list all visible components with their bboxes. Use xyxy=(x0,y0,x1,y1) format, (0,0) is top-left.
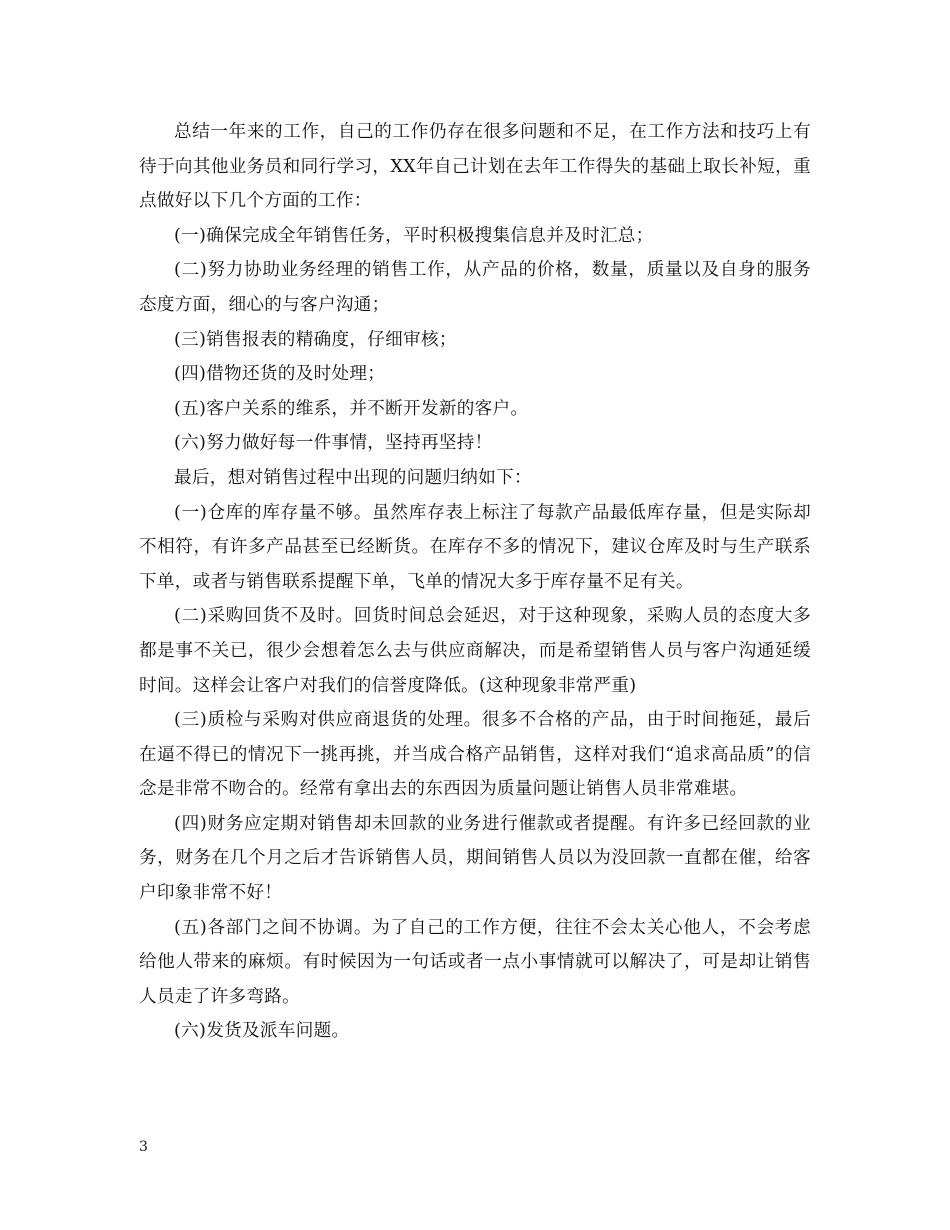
plan-item-1: (一)确保完成全年销售任务，平时积极搜集信息并及时汇总； xyxy=(174,225,654,246)
issue-item-6: (六)发货及派车问题。 xyxy=(174,1021,350,1042)
document-body xyxy=(139,115,811,1049)
issue-item-1: (一)仓库的库存量不够。虽然库存表上标注了每款产品最低库存量，但是实际却不相符，有许多产品甚至已经断货。在库存不多的情况下，建议仓库及时与生产联系下单，或者与销售联系提醒下单，飞单的情况大多于库存量不足有关。 xyxy=(139,502,811,592)
issue-item-3: (三)质检与采购对供应商退货的处理。很多不合格的产品，由于时间拖延，最后在逼不得已的情况下一挑再挑，并当成合格产品销售，这样对我们“追求高品质”的信念是非常不吻合的。经常有拿出去的东西因为质量问题让销售人员非常难堪。 xyxy=(139,710,811,800)
issue-item-4: (四)财务应定期对销售却未回款的业务进行催款或者提醒。有许多已经回款的业务，财务在几个月之后才告诉销售人员，期间销售人员以为没回款一直都在催，给客户印象非常不好！ xyxy=(139,813,811,904)
issue-item-5: (五)各部门之间不协调。为了自己的工作方便，往往不会太关心他人，不会考虑给他人带来的麻烦。有时候因为一句话或者一点小事情就可以解决了，可是却让销售人员走了许多弯路。 xyxy=(139,917,811,1007)
issue-item-2: (二)采购回货不及时。回货时间总会延迟，对于这种现象，采购人员的态度大多都是事不关已，很少会想着怎么去与供应商解决，而是希望销售人员与客户沟通延缓时间。这样会让客户对我们的信誉度降低。(这种现象非常严重) xyxy=(139,606,811,696)
page-number: 3 xyxy=(139,1139,148,1155)
paragraph-intro: 总结一年来的工作，自己的工作仍存在很多问题和不足，在工作方法和技巧上有待于向其他业务员和同行学习，XX年自己计划在去年工作得失的基础上取长补短，重点做好以下几个方面的工作： xyxy=(139,122,811,212)
plan-item-3: (三)销售报表的精确度，仔细审核； xyxy=(174,329,457,350)
plan-item-6: (六)努力做好每一件事情，坚持再坚持！ xyxy=(174,433,493,454)
plan-item-5: (五)客户关系的维系，并不断开发新的客户。 xyxy=(174,398,529,419)
paragraph-issues-intro: 最后，想对销售过程中出现的问题归纳如下： xyxy=(174,467,532,488)
plan-item-2: (二)努力协助业务经理的销售工作，从产品的价格，数量，质量以及自身的服务态度方面，细心的与客户沟通； xyxy=(139,260,811,315)
plan-item-4: (四)借物还货的及时处理； xyxy=(174,364,386,385)
